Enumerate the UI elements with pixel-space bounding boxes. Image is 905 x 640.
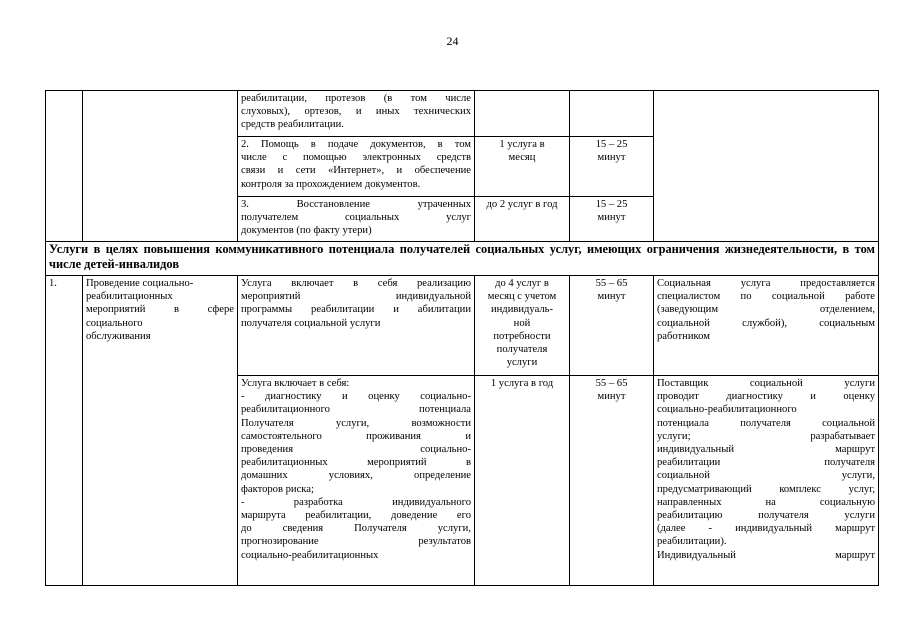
duration-cell [570, 91, 654, 137]
text-line: маршрута реабилитации, доведение его [241, 510, 471, 522]
text-line: социальной службой), социальным [657, 317, 875, 329]
text-line: факторов риска; [241, 483, 314, 495]
provider-cell [654, 276, 879, 376]
duration-cell: 55 – 65 минут [570, 276, 654, 376]
text-line: социально-реабилитационного [657, 404, 797, 416]
text-line: программы реабилитации и абилитации [241, 304, 471, 316]
text-line: домашних условиях, определение [241, 470, 471, 482]
text-line: Услуга включает в себя реализацию [241, 278, 471, 289]
text-line: обслуживания [86, 330, 151, 342]
text-line: Услуга включает в себя: [241, 378, 350, 389]
duration-cell: 55 – 65 минут [570, 376, 654, 586]
service-description-cell [238, 276, 475, 376]
section-header-row [46, 242, 879, 276]
item-name-cell [83, 276, 238, 586]
volume-cell: 1 услуга в год [475, 376, 570, 586]
item-number: 1. [46, 276, 83, 586]
volume-cell: до 2 услуг в год [475, 197, 570, 242]
text-line: получателя социальной услуги [241, 317, 381, 329]
table-row [46, 276, 879, 376]
table-row [46, 91, 879, 137]
text-line: социальной услуги, [657, 470, 875, 482]
text-line: Получателя услуги, возможности [241, 417, 471, 429]
text-line: самостоятельного проживания и [241, 430, 471, 442]
text-line: контроля за прохождением документов. [241, 178, 421, 190]
service-description-cell [238, 376, 475, 586]
text-line: 3. Восстановление утраченных [241, 199, 471, 210]
text-line: предусматривающий комплекс услуг, [657, 483, 875, 495]
volume-cell [475, 91, 570, 137]
service-description-cell [238, 91, 475, 137]
text-line: реабилитации получателя [657, 457, 875, 469]
text-line: реабилитации). [657, 536, 727, 548]
volume-cell: до 4 услуг в месяц с учетом индивидуаль- ной потребности получателя услуги [475, 276, 570, 376]
text-line: проводит диагностику и оценку [657, 391, 875, 403]
section-header: Услуги в целях повышения коммуникативного потенциала получателей социальных услуг, имеющих ограничения жизнедеятельности, в том числе детей-инвалидов [46, 242, 879, 276]
text-line: работником [657, 330, 710, 342]
text-line: проведения социально- [241, 444, 471, 456]
text-line: документов (по факту утери) [241, 225, 372, 237]
text-line: получателем социальных услуг [241, 212, 471, 224]
text-line: - разработка индивидуального [241, 496, 471, 508]
text-line: слуховых), ортезов, и иных технических [241, 106, 471, 118]
text-line: специалистом по социальной работе [657, 291, 875, 303]
text-line: реабилитационных мероприятий в [241, 457, 471, 469]
text-line: Проведение социально- [86, 278, 194, 289]
text-line: социально-реабилитационных [241, 549, 379, 561]
text-line: связи и сети «Интернет», и обеспечение [241, 165, 471, 177]
text-line: социального [86, 317, 143, 329]
text-line: реабилитацию получателя услуги [657, 510, 875, 522]
text-line: Социальная услуга предоставляется [657, 278, 875, 289]
text-line: реабилитационного потенциала [241, 404, 471, 416]
volume-cell: 1 услуга в месяц [475, 137, 570, 197]
number-cell-empty [46, 91, 83, 242]
name-cell-empty [83, 91, 238, 242]
text-line: индивидуальный маршрут [657, 444, 875, 456]
text-line: потенциала получателя социальной [657, 417, 875, 429]
service-description-cell [238, 197, 475, 242]
page-number: 24 [446, 34, 459, 48]
text-line: мероприятий в сфере [86, 304, 234, 316]
text-line: (далее - индивидуальный маршрут [657, 523, 875, 535]
text-line: прогнозирование результатов [241, 536, 471, 548]
provider-cell-empty [654, 91, 879, 242]
text-line: реабилитации, протезов (в том числе [241, 93, 471, 104]
text-line: средств реабилитации. [241, 119, 344, 131]
text-line: (заведующим отделением, [657, 304, 875, 316]
duration-cell: 15 – 25 минут [570, 137, 654, 197]
text-line: - диагностику и оценку социально- [241, 391, 471, 403]
services-table [45, 90, 879, 586]
text-line: реабилитационных [86, 291, 173, 303]
provider-cell [654, 376, 879, 586]
service-description-cell [238, 137, 475, 197]
text-line: 2. Помощь в подаче документов, в том [241, 139, 471, 150]
text-line: мероприятий индивидуальной [241, 291, 471, 303]
text-line: Поставщик социальной услуги [657, 378, 875, 389]
text-line: до сведения Получателя услуги, [241, 523, 471, 535]
text-line: Индивидуальный маршрут [657, 549, 875, 561]
duration-cell: 15 – 25 минут [570, 197, 654, 242]
text-line: числе с помощью электронных средств [241, 152, 471, 164]
text-line: направленных на социальную [657, 496, 875, 508]
text-line: услуги; разрабатывает [657, 430, 875, 442]
